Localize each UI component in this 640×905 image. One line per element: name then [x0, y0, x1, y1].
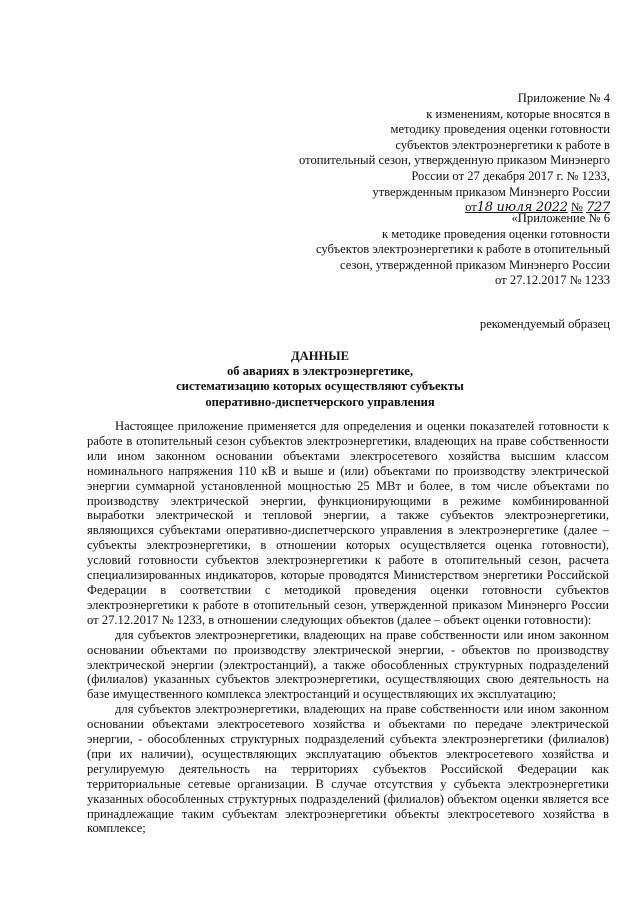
appendix-4-header — [299, 91, 610, 216]
body-paragraph: для субъектов электроэнергетики, владеющих на праве собственности или ином законном основании объектами электросетевого хозяйства и объектами по передаче электрической энергии, - обособленных структурных подразделений субъекта электроэнергетики (филиалов) (при их наличии), осуществляющих эксплуатацию объектов электросетевого хозяйства и регулируемую деятельность на территориях субъектов Российской Федерации как территориальные сетевые организации. В случае отсутствия у субъекта электроэнергетики указанных обособленных структурных подразделений (филиалов) объектом оценки является все принадлежащие таким субъектам электроэнергетики объекты электросетевого хозяйства в комплексе; — [87, 702, 609, 836]
appendix-4-line: субъектов электроэнергетики к работе в — [395, 137, 610, 152]
title-line: систематизацию которых осуществляют субъекты — [176, 379, 464, 394]
recommended-sample-label: рекомендуемый образец — [479, 317, 610, 331]
body-paragraph: для субъектов электроэнергетики, владеющих на праве собственности или ином законном основании объектами по производству электрической энергии, - объектов по производству электрической энергии (электростанций), а также обособленных структурных подразделений (филиалов) указанных субъектов электроэнергетики, осуществляющих свою деятельность на базе имущественного комплекса электростанций и осуществляющих их эксплуатацию; — [87, 627, 609, 702]
appendix-4-line: утвержденным приказом Минэнерго России — [372, 184, 610, 199]
appendix-6-header — [316, 211, 610, 289]
appendix-6-line: сезон, утвержденной приказом Минэнерго России — [340, 257, 610, 272]
document-title — [0, 349, 640, 410]
appendix-6-line: к методике проведения оценки готовности — [382, 226, 610, 241]
title-line: об авариях в электроэнергетике, — [226, 364, 414, 379]
appendix-4-line: Приложение № 4 — [517, 91, 610, 105]
order-number-sign: № — [570, 200, 583, 215]
handwritten-date: 18 июля 2022 — [476, 200, 568, 216]
appendix-6-line: от 27.12.2017 № 1233 — [495, 273, 610, 288]
appendix-4-line: России от 27 декабря 2017 г. № 1233, — [411, 168, 610, 183]
appendix-6-line: «Приложение № 6 — [511, 211, 610, 225]
appendix-4-line: к изменениям, которые вносятся в — [426, 106, 610, 121]
body-paragraph: Настоящее приложение применяется для определения и оценки показателей готовности к работе в отопительный сезон субъектов электроэнергетики, владеющих на праве собственности или ином законном основании объектами электросетевого хозяйства высшим классом номинального напряжения 110 кВ и выше и (или) объектами по производству электрической энергии суммарной установленной мощностью 25 МВт и более, в том числе объектами по производству электрической энергии, функционирующими в режиме комбинированной выработки электрической и тепловой энергии, а также субъектов электроэнергетики, являющихся субъектами оперативно-диспетчерского управления в электроэнергетике (далее – субъекты электроэнергетики, в отношении которых осуществляется оценка готовности), условий готовности субъектов электроэнергетики к работе в отопительный сезон, расчета специализированных индикаторов, которые проводятся Министерством энергетики Российской Федерации в соответствии с методикой проведения оценки готовности субъектов электроэнергетики к работе в отопительный сезон, утвержденной приказом Минэнерго России от 27.12.2017 № 1233, в отношении следующих объектов (далее – объект оценки готовности): — [87, 419, 609, 627]
title-line: оперативно-диспетчерского управления — [205, 394, 435, 409]
document-body — [87, 419, 609, 836]
appendix-4-line: отопительный сезон, утвержденную приказом Минэнерго — [299, 153, 610, 168]
order-from-label: от — [465, 200, 477, 215]
appendix-4-line: методику проведения оценки готовности — [390, 122, 610, 137]
handwritten-number: 727 — [586, 200, 610, 216]
appendix-6-line: субъектов электроэнергетики к работе в отопительный — [315, 242, 610, 257]
title-line: ДАННЫЕ — [290, 349, 350, 363]
